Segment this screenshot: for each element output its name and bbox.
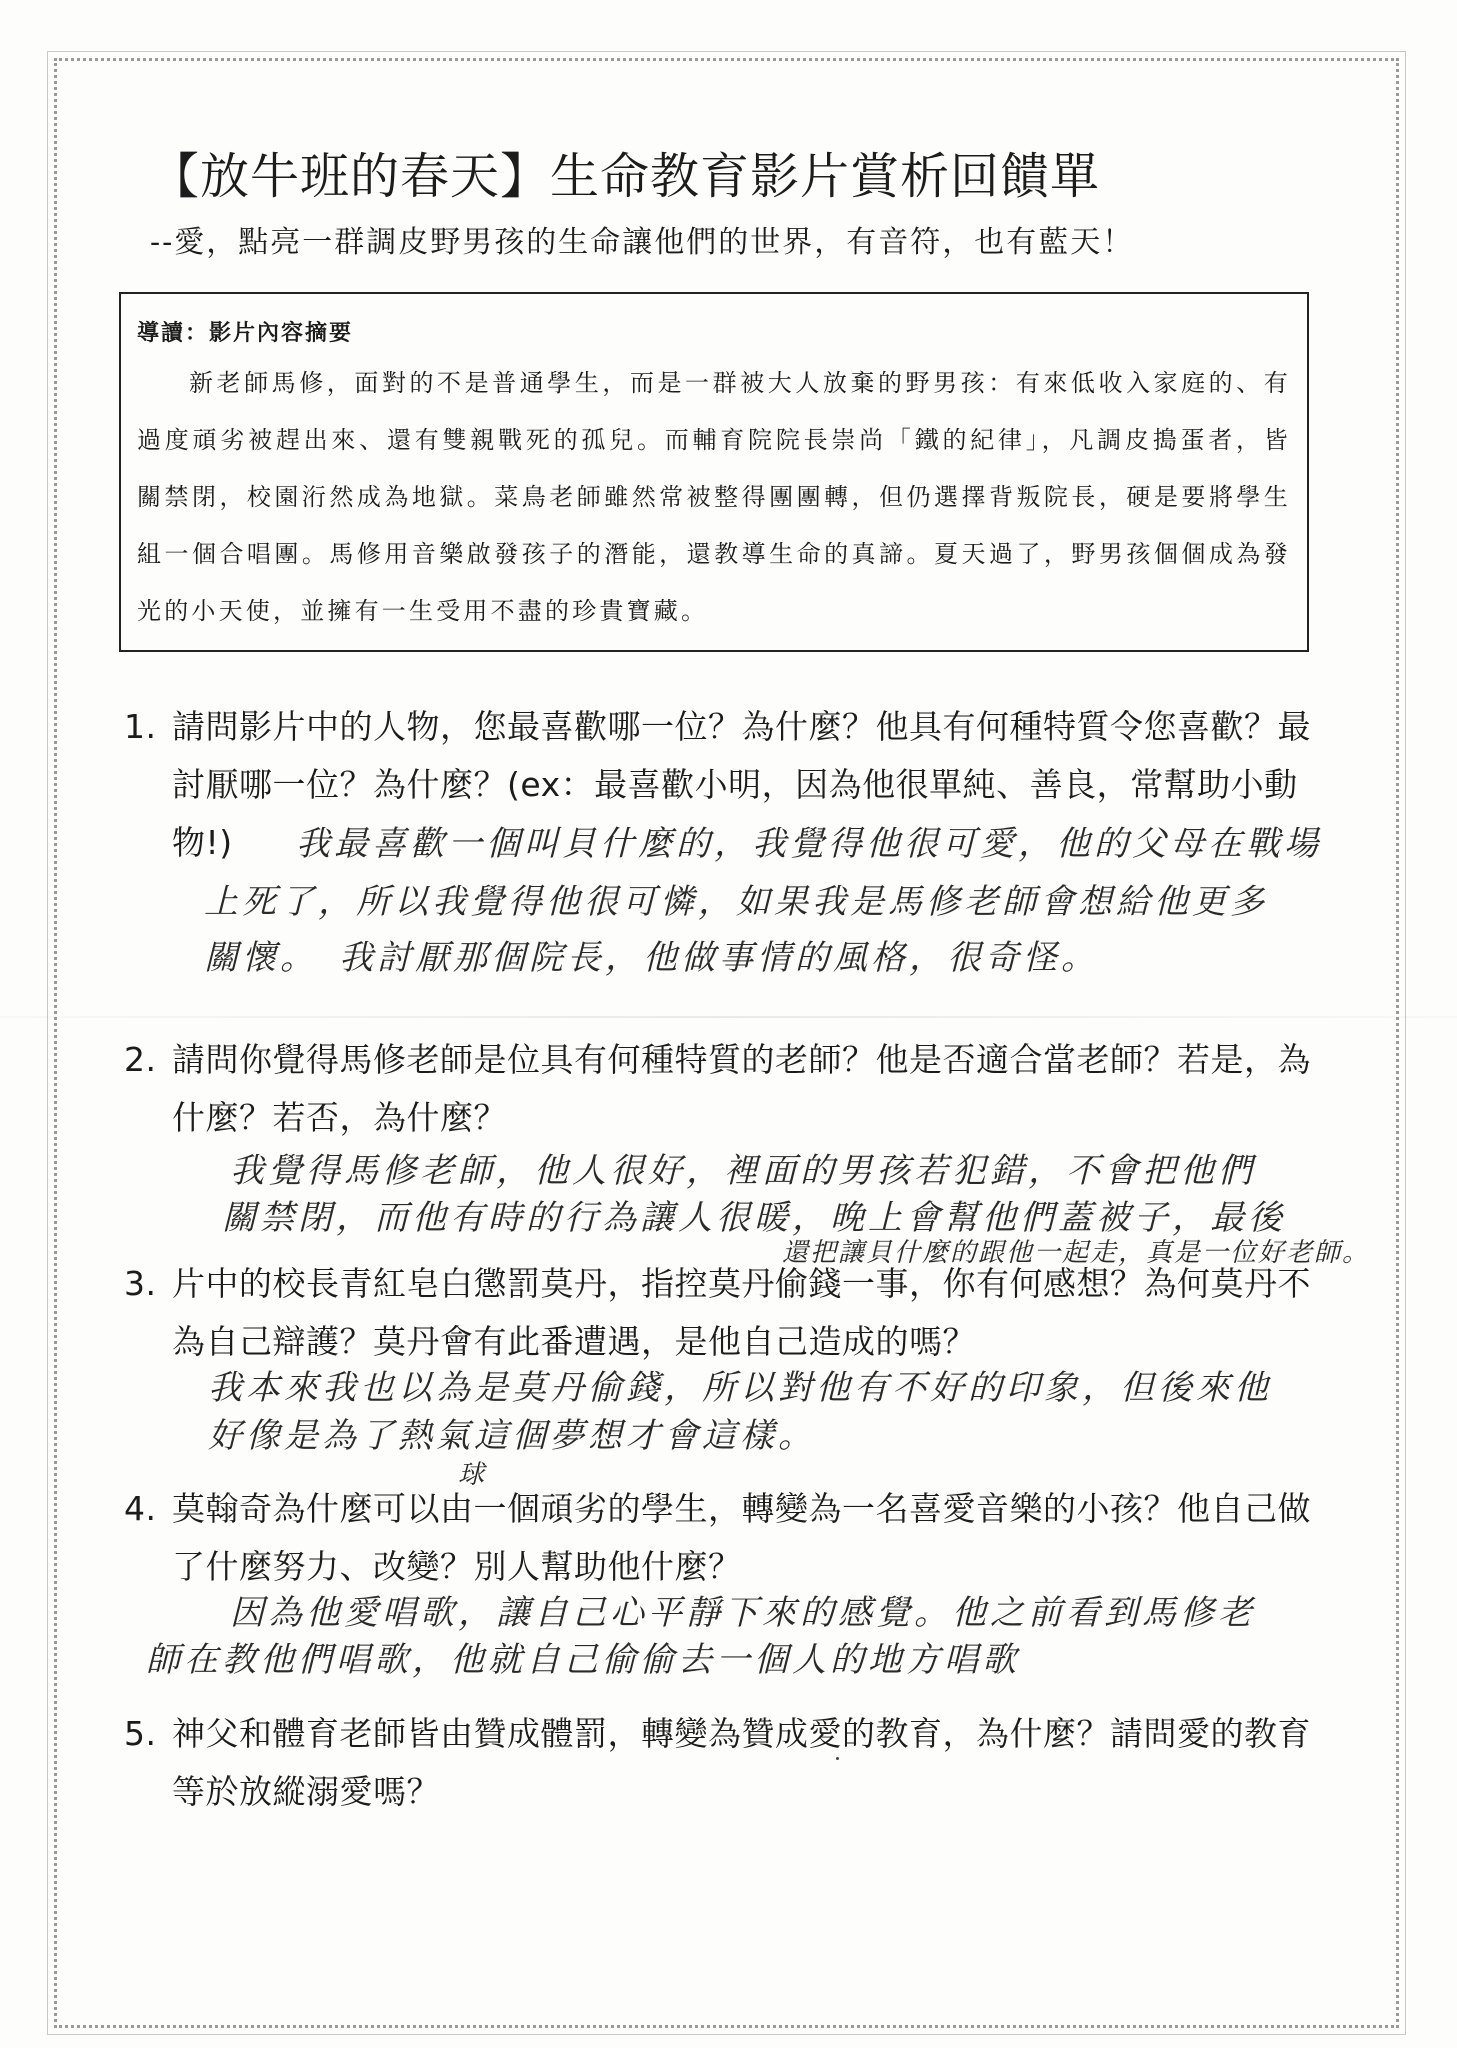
question-4 bbox=[124, 1480, 1314, 1596]
question-text: 請問你覺得馬修老師是位具有何種特質的老師？他是否適合當老師？若是，為什麼？若否，為什麼？ bbox=[172, 1040, 1311, 1137]
question-text: 片中的校長青紅皂白懲罰莫丹，指控莫丹偷錢一事，你有何感想？為何莫丹不為自己辯護？莫丹會有此番遭遇，是他自己造成的嗎？ bbox=[172, 1264, 1311, 1361]
answer-2-line-2: 關禁閉，而他有時的行為讓人很暖，晚上會幫他們蓋被子，最後 bbox=[222, 1198, 1286, 1238]
question-number: 2. bbox=[124, 1040, 157, 1079]
answer-1-line-1: 我最喜歡一個叫貝什麼的，我覺得他很可愛，他的父母在戰場 bbox=[296, 824, 1322, 864]
question-number: 1. bbox=[124, 707, 157, 746]
question-5 bbox=[124, 1705, 1314, 1821]
answer-3-line-2: 好像是為了熱氣這個夢想才會這樣。 bbox=[208, 1416, 816, 1456]
question-text: 莫翰奇為什麼可以由一個頑劣的學生，轉變為一名喜愛音樂的小孩？他自己做了什麼努力、改變？別人幫助他什麼？ bbox=[172, 1489, 1311, 1586]
question-text: 請問影片中的人物，您最喜歡哪一位？為什麼？他具有何種特質令您喜歡？最討厭哪一位？為什麼？(ex：最喜歡小明，因為他很單純、善良，常幫助小動物!) bbox=[172, 707, 1311, 862]
answer-2-line-1: 我覺得馬修老師，他人很好，裡面的男孩若犯錯，不會把他們 bbox=[230, 1151, 1256, 1191]
page-title: 【放牛班的春天】生命教育影片賞析回饋單 bbox=[150, 148, 1101, 205]
question-number: 4. bbox=[124, 1489, 157, 1528]
summary-text: 新老師馬修，面對的不是普通學生，而是一群被大人放棄的野男孩：有來低收入家庭的、有過度頑劣被趕出來、還有雙親戰死的孤兒。而輔育院院長崇尚「鐵的紀律」，凡調皮搗蛋者，皆關禁閉，校園洐然成為地獄。菜鳥老師雖然常被整得團團轉，但仍選擇背叛院長，硬是要將學生組一個合唱團。馬修用音樂啟發孩子的潛能，還教導生命的真諦。夏天過了，野男孩個個成為發光的小天使，並擁有一生受用不盡的珍貴寶藏。 bbox=[137, 369, 1291, 625]
question-text: 神父和體育老師皆由贊成體罰，轉變為贊成愛的教育，為什麼？請問愛的教育等於放縱溺愛嗎？ bbox=[172, 1714, 1311, 1811]
answer-3-line-1: 我本來我也以為是莫丹偷錢，所以對他有不好的印象，但後來他 bbox=[208, 1368, 1272, 1408]
answer-1-line-2: 上死了，所以我覺得他很可憐，如果我是馬修老師會想給他更多 bbox=[204, 882, 1268, 922]
paper-fold-line bbox=[0, 1016, 1457, 1018]
stray-pen-mark bbox=[836, 1757, 839, 1760]
answer-4-line-1: 因為他愛唱歌，讓自己心平靜下來的感覺。他之前看到馬修老 bbox=[230, 1593, 1256, 1633]
answer-4-line-2: 師在教他們唱歌，他就自己偷偷去一個人的地方唱歌 bbox=[146, 1640, 1020, 1680]
answer-1-line-3: 關懷。 我討厭那個院長，他做事情的風格，很奇怪。 bbox=[204, 938, 1099, 978]
question-number: 5. bbox=[124, 1714, 157, 1753]
question-3 bbox=[124, 1255, 1314, 1371]
answer-3-correction: 球 bbox=[458, 1460, 487, 1490]
question-2 bbox=[124, 1031, 1314, 1147]
page-subtitle: --愛，點亮一群調皮野男孩的生命讓他們的世界，有音符，也有藍天！ bbox=[150, 225, 1135, 260]
summary-heading: 導讀：影片內容摘要 bbox=[137, 320, 354, 346]
summary-box bbox=[119, 292, 1309, 652]
question-number: 3. bbox=[124, 1264, 157, 1303]
answer-2-line-3: 還把讓貝什麼的跟他一起走，真是一位好老師。 bbox=[782, 1238, 1371, 1268]
